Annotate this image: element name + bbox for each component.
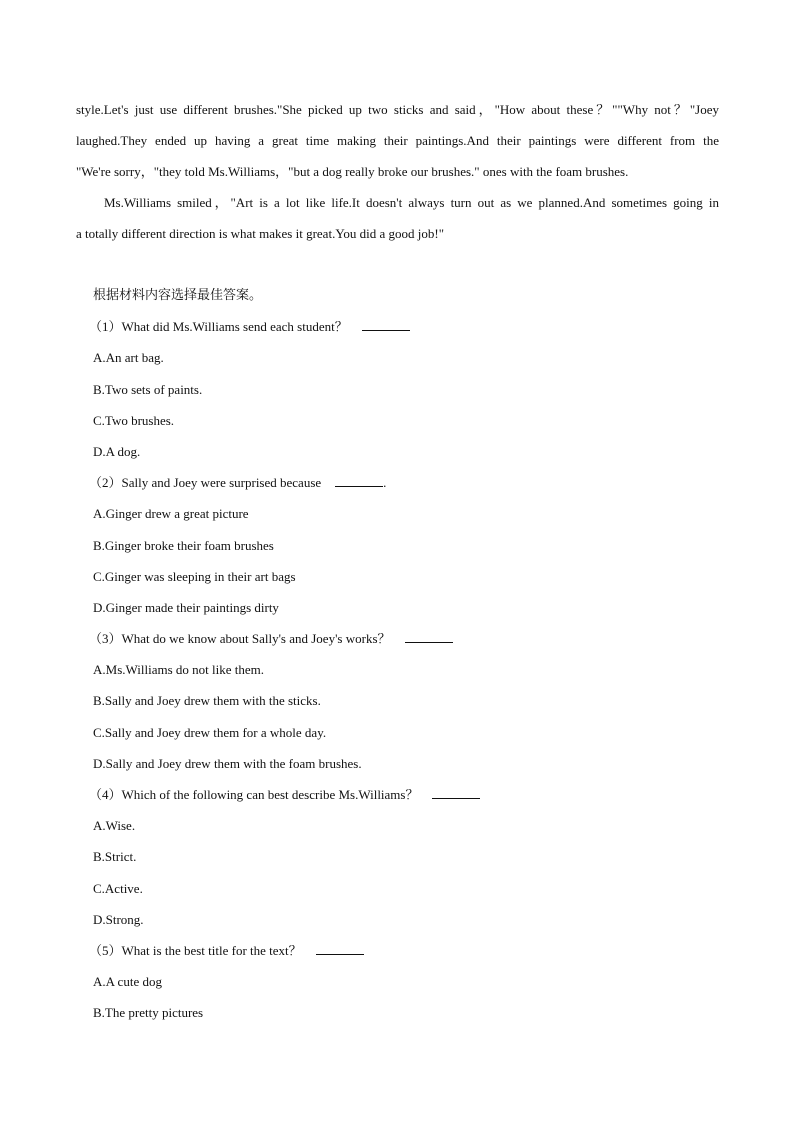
question-2 [89,473,713,629]
question-stem [89,317,713,348]
question-1 [89,317,713,473]
passage-line: laughed.They ended up having a great time making their paintings.And their paintings were different from the [76,133,719,148]
question-3 [89,629,713,785]
question-stem [89,941,713,972]
answer-option[interactable]: D.Ginger made their paintings dirty [93,599,279,615]
answer-option[interactable]: D.A dog. [93,443,141,459]
passage-line: style.Let's just use different brushes."She picked up two sticks and said，"How about these？""Why not？"Joey [76,102,719,117]
answer-option[interactable]: A.Wise. [93,818,136,834]
answer-option[interactable]: B.Two sets of paints. [93,381,203,397]
question-number: （3） [89,631,122,647]
answer-blank[interactable] [405,630,453,643]
question-text: Sally and Joey were surprised because [121,475,322,491]
answer-option[interactable]: B.The pretty pictures [93,1005,204,1021]
question-text: What do we know about Sally's and Joey's works？ [121,631,391,647]
instruction-text: 根据材料内容选择最佳答案。 [93,288,263,303]
question-number: （5） [89,942,122,958]
question-4 [89,785,713,941]
answer-option[interactable]: A.Ginger drew a great picture [93,506,249,522]
question-number: （4） [89,787,122,802]
reading-passage [76,100,719,255]
answer-blank[interactable] [335,474,383,487]
answer-option[interactable]: B.Strict. [93,849,137,865]
question-section [89,286,713,1035]
question-number: （2） [89,475,122,491]
answer-option[interactable]: D.Strong. [93,911,144,927]
passage-line: Ms.Williams smiled，"Art is a lot like life.It doesn't always turn out as we planned.And sometimes going in [104,195,719,210]
answer-option[interactable]: C.Sally and Joey drew them for a whole day. [93,724,327,740]
question-text: Which of the following can best describe Ms.Williams？ [121,787,419,802]
answer-blank[interactable] [362,318,410,331]
answer-option[interactable]: B.Sally and Joey drew them with the sticks. [93,693,321,709]
answer-option[interactable]: C.Two brushes. [93,412,175,428]
answer-blank[interactable] [316,942,364,955]
question-text: What did Ms.Williams send each student？ [121,319,348,335]
question-number: （1） [89,319,122,335]
passage-line: a totally different direction is what makes it great.You did a good job!" [76,226,445,241]
answer-option[interactable]: B.Ginger broke their foam brushes [93,537,274,553]
question-stem [89,473,713,504]
passage-line: "We're sorry，"they told Ms.Williams，"but a dog really broke our brushes." ones with the foam brushes. [76,164,629,179]
answer-option[interactable]: D.Sally and Joey drew them with the foam brushes. [93,755,362,771]
answer-option[interactable]: C.Ginger was sleeping in their art bags [93,568,296,584]
answer-option[interactable]: A.Ms.Williams do not like them. [93,662,264,678]
question-stem [89,629,713,660]
question-5 [89,941,713,1035]
answer-blank[interactable] [432,786,480,799]
answer-option[interactable]: A.A cute dog [93,974,162,990]
question-stem [89,785,713,816]
question-suffix: . [383,475,387,491]
answer-option[interactable]: C.Active. [93,880,143,896]
question-text: What is the best title for the text？ [121,942,302,958]
answer-option[interactable]: A.An art bag. [93,350,164,366]
